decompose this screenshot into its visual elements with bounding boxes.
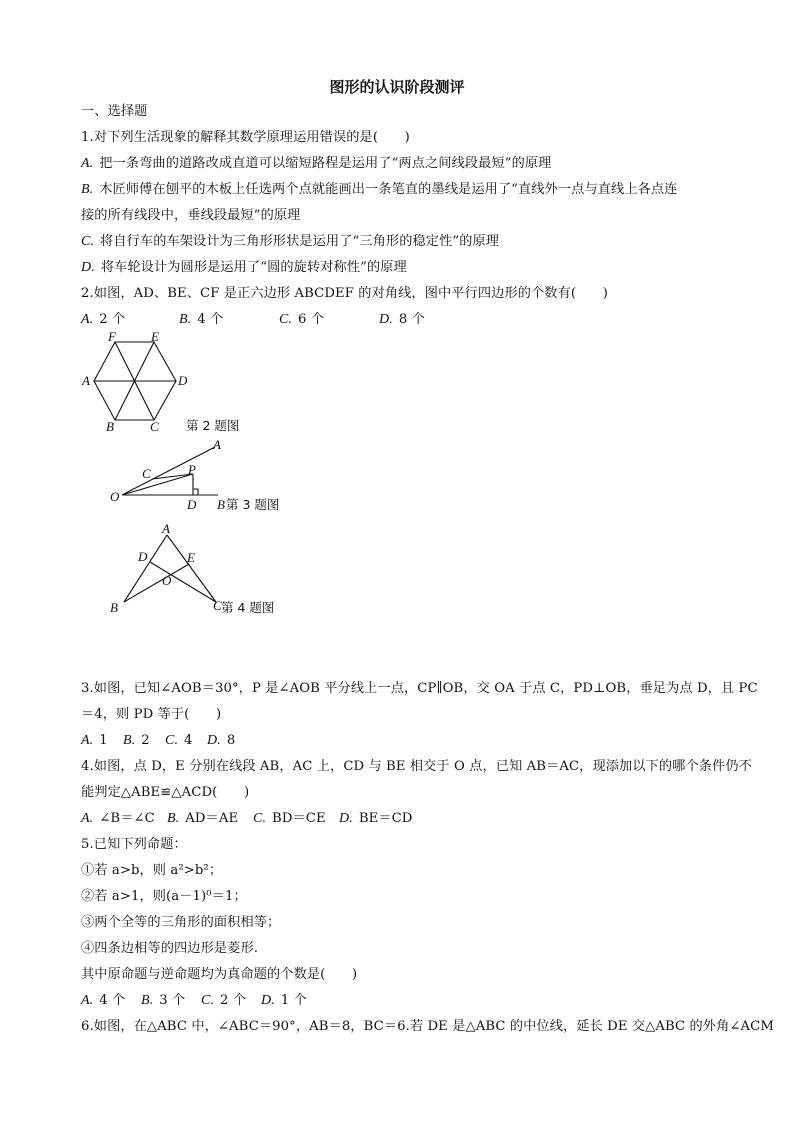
hexagon-figure bbox=[80, 326, 280, 434]
section-heading: 一、选择题 bbox=[81, 104, 148, 119]
angle-label-c: C bbox=[142, 466, 151, 481]
triangle-label-e: E bbox=[187, 550, 195, 565]
hexagon-label-d: D bbox=[178, 373, 188, 388]
q1-option-d: D. 将车轮设计为圆形是运用了“圆的旋转对称性”的原理 bbox=[81, 260, 407, 275]
q1-option-b: B. 木匠师傅在刨平的木板上任选两个点就能画出一条笔直的墨线是运用了“直线外一点与直线上各点连 bbox=[81, 182, 678, 197]
figure-caption-q3: 第 3 题图 bbox=[226, 497, 280, 512]
q5-proposition-1: ①若 a>b，则 a²>b²； bbox=[81, 863, 223, 878]
angle-label-b: B bbox=[217, 497, 225, 512]
q3-options: A. 1 B. 2 C. 4 D. 8 bbox=[81, 733, 236, 748]
hexagon-label-b: B bbox=[106, 419, 114, 434]
q5-stem: 5.已知下列命题： bbox=[81, 837, 187, 852]
q5-question: 其中原命题与逆命题均为真命题的个数是( ) bbox=[81, 967, 358, 982]
triangle-label-a: A bbox=[162, 521, 170, 536]
hexagon-label-e: E bbox=[151, 329, 159, 344]
q1-stem: 1.对下列生活现象的解释其数学原理运用错误的是( ) bbox=[81, 130, 410, 145]
triangle-label-d: D bbox=[138, 549, 148, 564]
q5-proposition-4: ④四条边相等的四边形是菱形. bbox=[81, 941, 259, 956]
q4-stem-cont: 能判定△ABE≌△ACD( ) bbox=[81, 785, 250, 800]
angle-label-p: P bbox=[188, 462, 196, 477]
angle-label-a: A bbox=[213, 437, 221, 452]
triangle-label-o: O bbox=[162, 573, 172, 588]
hexagon-label-a: A bbox=[82, 373, 90, 388]
triangle-figure bbox=[80, 520, 300, 620]
page-title: 图形的认识阶段测评 bbox=[329, 78, 465, 96]
triangle-label-b: B bbox=[110, 600, 118, 615]
q5-options: A. 4 个 B. 3 个 C. 2 个 D. 1 个 bbox=[81, 993, 307, 1008]
q1-option-a: A. 把一条弯曲的道路改成直道可以缩短路程是运用了“两点之间线段最短”的原理 bbox=[81, 156, 552, 171]
q3-stem-cont: ＝4，则 PD 等于( ) bbox=[81, 707, 222, 722]
triangle-label-c: C bbox=[213, 598, 222, 613]
q4-options: A. ∠B＝∠C B. AD＝AE C. BD＝CE D. BE＝CD bbox=[81, 811, 413, 826]
figure-caption-q4: 第 4 题图 bbox=[221, 600, 275, 615]
q5-proposition-3: ③两个全等的三角形的面积相等； bbox=[81, 915, 281, 930]
q6-stem: 6.如图，在△ABC 中，∠ABC＝90°，AB＝8，BC＝6.若 DE 是△ABC 的中位线，延长 DE 交△ABC 的外角∠ACM bbox=[81, 1019, 774, 1034]
hexagon-label-f: F bbox=[108, 329, 116, 344]
q1-option-c: C. 将自行车的车架设计为三角形形状是运用了“三角形的稳定性”的原理 bbox=[81, 234, 500, 249]
angle-label-o: O bbox=[110, 489, 120, 504]
q1-option-b-cont: 接的所有线段中，垂线段最短”的原理 bbox=[81, 208, 301, 223]
q2-stem: 2.如图，AD、BE、CF 是正六边形 ABCDEF 的对角线，图中平行四边形的个数有( ) bbox=[81, 286, 608, 301]
q3-stem: 3.如图，已知∠AOB＝30°，P 是∠AOB 平分线上一点，CP∥OB，交 OA 于点 C，PD⊥OB，垂足为点 D，且 PC bbox=[81, 681, 758, 696]
q4-stem: 4.如图，点 D，E 分别在线段 AB，AC 上，CD 与 BE 相交于 O 点，已知 AB＝AC，现添加以下的哪个条件仍不 bbox=[81, 759, 752, 774]
figure-caption-q2: 第 2 题图 bbox=[186, 418, 240, 433]
angle-figure bbox=[80, 436, 300, 518]
q2-options: A. 2 个 B. 4 个 C. 6 个 D. 8 个 bbox=[81, 312, 425, 327]
angle-label-d: D bbox=[187, 497, 197, 512]
hexagon-label-c: C bbox=[150, 419, 159, 434]
q5-proposition-2: ②若 a>1，则(a－1)⁰＝1； bbox=[81, 889, 247, 904]
